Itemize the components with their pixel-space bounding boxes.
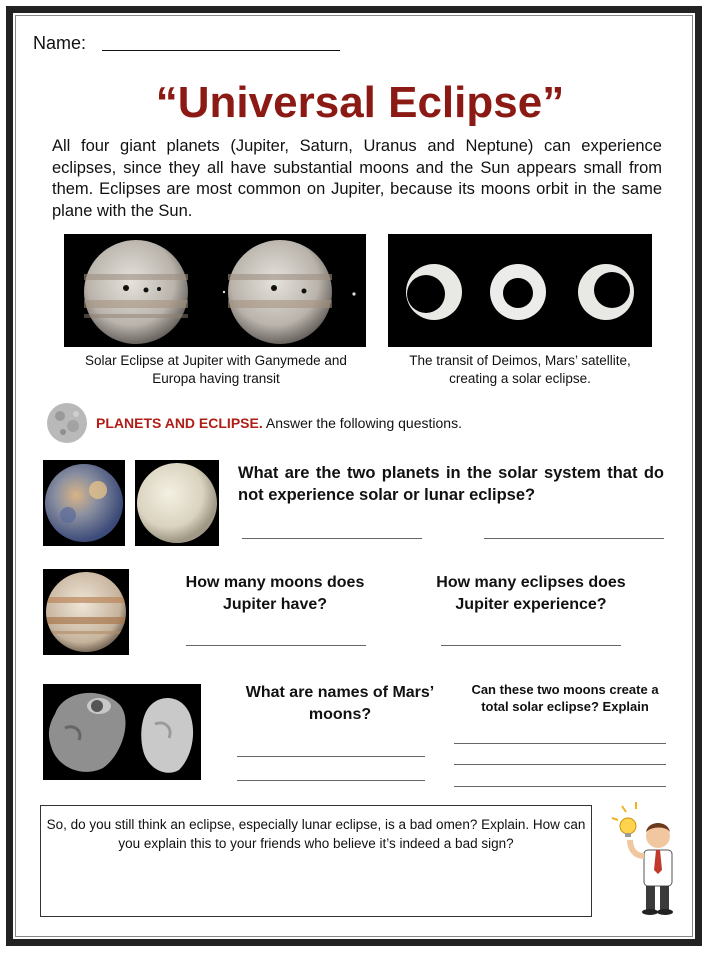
closing-question: So, do you still think an eclipse, especially lunar eclipse, is a bad omen? Explain. How can you explain this to your friends who believe it’s indeed a bad sign? xyxy=(46,817,586,851)
question-jupiter-eclipses: How many eclipses does Jupiter experience? xyxy=(436,574,626,613)
jupiter-eclipse-photo xyxy=(64,234,366,347)
answer-line-2b[interactable] xyxy=(441,645,621,646)
intro-paragraph: All four giant planets (Jupiter, Saturn, Uranus and Neptune) can experience eclipses, since they all have substantial moons and the Sun appears small from them. Eclipses are most common on Jupiter, because its moons orbit in the same plane with the Sun. xyxy=(52,137,662,220)
jupiter-image xyxy=(43,569,129,655)
deimos-photo-caption: The transit of Deimos, Mars’ satellite, creating a solar eclipse. xyxy=(409,353,631,386)
question-total-eclipse: Can these two moons create a total solar eclipse? Explain xyxy=(471,682,659,714)
name-input-line[interactable] xyxy=(102,50,340,51)
question-jupiter-moons: How many moons does Jupiter have? xyxy=(185,574,365,613)
answer-line-2a[interactable] xyxy=(186,645,366,646)
section-heading xyxy=(96,415,462,431)
question-no-eclipse-planets: What are the two planets in the solar system that do not experience solar or lunar eclipse? xyxy=(238,464,664,504)
thinking-man-illustration xyxy=(606,800,686,920)
answer-line-3e[interactable] xyxy=(454,786,666,787)
mercury-image xyxy=(43,460,125,546)
question-mars-moons: What are names of Mars’ moons? xyxy=(245,684,435,723)
answer-line-1b[interactable] xyxy=(484,538,664,539)
name-label: Name: xyxy=(33,33,87,53)
answer-line-3d[interactable] xyxy=(454,764,666,765)
deimos-transit-photo xyxy=(388,234,652,347)
section-heading-title: PLANETS AND ECLIPSE. xyxy=(96,415,263,431)
moon-icon xyxy=(46,402,88,444)
page-title: “Universal Eclipse” xyxy=(155,78,565,127)
venus-image xyxy=(135,460,219,546)
mars-moons-image xyxy=(43,684,201,780)
answer-line-3b[interactable] xyxy=(237,780,425,781)
answer-line-3c[interactable] xyxy=(454,743,666,744)
answer-line-1a[interactable] xyxy=(242,538,422,539)
answer-line-3a[interactable] xyxy=(237,756,425,757)
section-instruction: Answer the following questions. xyxy=(262,415,462,431)
jupiter-photo-caption: Solar Eclipse at Jupiter with Ganymede and Europa having transit xyxy=(85,353,347,386)
